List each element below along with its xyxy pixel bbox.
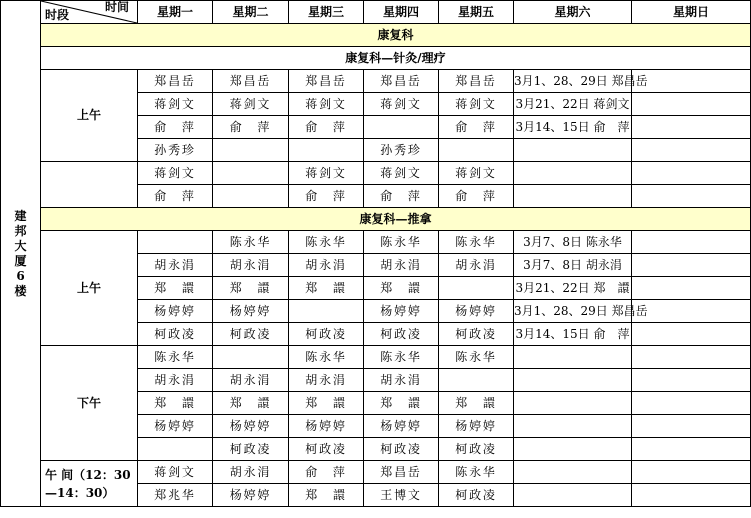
schedule-cell (439, 369, 514, 392)
schedule-cell: 胡永涓 (289, 369, 364, 392)
schedule-cell: 胡永涓 (213, 254, 289, 277)
schedule-cell (632, 392, 751, 415)
schedule-cell: 柯政凌 (364, 438, 439, 461)
schedule-cell: 郑昌岳 (289, 70, 364, 93)
schedule-row (1, 346, 751, 369)
department-title: 康复科 (41, 24, 751, 47)
schedule-cell (632, 185, 751, 208)
schedule-cell: 陈永华 (364, 346, 439, 369)
schedule-cell: 胡永涓 (138, 254, 213, 277)
schedule-cell (632, 484, 751, 507)
location-label: 建 邦 大 厦 6 楼 (14, 208, 27, 298)
schedule-cell: 柯政凌 (289, 438, 364, 461)
schedule-cell (632, 254, 751, 277)
schedule-cell: 俞 萍 (439, 185, 514, 208)
schedule-cell: 蒋剑文 (289, 162, 364, 185)
schedule-cell (632, 415, 751, 438)
period-noon-massage: 午 间（12：30—14：30） (41, 461, 138, 507)
day-header-wed: 星期三 (289, 1, 364, 24)
schedule-cell: 陈永华 (364, 231, 439, 254)
schedule-cell: 杨婷婷 (439, 415, 514, 438)
schedule-cell: 蒋剑文 (138, 461, 213, 484)
schedule-cell (364, 116, 439, 139)
schedule-cell (439, 277, 514, 300)
schedule-cell: 蒋剑文 (213, 93, 289, 116)
schedule-cell: 郑昌岳 (138, 70, 213, 93)
schedule-cell: 杨婷婷 (439, 300, 514, 323)
schedule-cell: 陈永华 (138, 346, 213, 369)
schedule-cell: 3月14、15日 俞 萍 (514, 116, 632, 139)
schedule-cell (632, 70, 751, 93)
schedule-cell: 郑 譞 (439, 392, 514, 415)
schedule-cell: 蒋剑文 (439, 93, 514, 116)
day-header-mon: 星期一 (138, 1, 213, 24)
schedule-cell: 陈永华 (213, 231, 289, 254)
schedule-cell: 3月21、22日 郑 譞 (514, 277, 632, 300)
schedule-cell: 蒋剑文 (364, 162, 439, 185)
schedule-cell: 柯政凌 (213, 438, 289, 461)
schedule-cell: 俞 萍 (138, 116, 213, 139)
schedule-cell: 郑 譞 (364, 392, 439, 415)
schedule-cell: 俞 萍 (289, 116, 364, 139)
schedule-cell: 胡永涓 (138, 369, 213, 392)
schedule-cell: 柯政凌 (138, 323, 213, 346)
schedule-cell: 郑昌岳 (439, 70, 514, 93)
schedule-row (1, 231, 751, 254)
schedule-cell (514, 185, 632, 208)
corner-header-cell (41, 1, 138, 24)
period-morning-acupuncture: 上午 (41, 70, 138, 162)
schedule-cell: 胡永涓 (213, 461, 289, 484)
schedule-cell (514, 484, 632, 507)
section-title-row (1, 47, 751, 70)
schedule-cell (632, 300, 751, 323)
department-row (1, 24, 751, 47)
schedule-cell: 郑 譞 (289, 277, 364, 300)
day-header-sun: 星期日 (632, 1, 751, 24)
schedule-cell: 郑 譞 (213, 392, 289, 415)
schedule-cell (632, 116, 751, 139)
schedule-cell: 3月1、28、29日 郑昌岳 (514, 300, 632, 323)
schedule-cell: 柯政凌 (289, 323, 364, 346)
schedule-cell: 柯政凌 (213, 323, 289, 346)
schedule-cell: 胡永涓 (364, 254, 439, 277)
schedule-cell (632, 231, 751, 254)
schedule-cell: 柯政凌 (439, 323, 514, 346)
period-header-label: 时段 (45, 8, 70, 22)
schedule-cell: 俞 萍 (364, 185, 439, 208)
schedule-cell (514, 346, 632, 369)
schedule-cell: 郑兆华 (138, 484, 213, 507)
schedule-cell: 胡永涓 (213, 369, 289, 392)
schedule-cell (514, 415, 632, 438)
schedule-cell (289, 300, 364, 323)
schedule-cell: 俞 萍 (138, 185, 213, 208)
section-title-acupuncture: 康复科—针灸/理疗 (41, 47, 751, 70)
schedule-cell (213, 185, 289, 208)
schedule-cell (632, 93, 751, 116)
schedule-cell (632, 277, 751, 300)
schedule-cell (213, 162, 289, 185)
schedule-cell: 杨婷婷 (289, 415, 364, 438)
schedule-cell (632, 323, 751, 346)
schedule-cell (632, 162, 751, 185)
schedule-cell: 胡永涓 (289, 254, 364, 277)
day-header-tue: 星期二 (213, 1, 289, 24)
schedule-cell: 俞 萍 (289, 461, 364, 484)
header-row (1, 1, 751, 24)
schedule-cell (514, 392, 632, 415)
schedule-cell: 杨婷婷 (213, 300, 289, 323)
schedule-cell: 蒋剑文 (138, 93, 213, 116)
schedule-cell (632, 346, 751, 369)
schedule-cell (289, 139, 364, 162)
schedule-cell: 俞 萍 (439, 116, 514, 139)
schedule-cell: 3月7、8日 陈永华 (514, 231, 632, 254)
schedule-cell: 王博文 (364, 484, 439, 507)
schedule-cell: 杨婷婷 (364, 300, 439, 323)
schedule-cell (632, 139, 751, 162)
period-afternoon-massage: 下午 (41, 346, 138, 461)
schedule-cell (514, 369, 632, 392)
section-title-row (1, 208, 751, 231)
schedule-cell: 陈永华 (439, 461, 514, 484)
schedule-cell (514, 461, 632, 484)
schedule-cell: 郑 譞 (289, 392, 364, 415)
schedule-cell (439, 139, 514, 162)
schedule-cell (138, 438, 213, 461)
schedule-cell: 陈永华 (439, 346, 514, 369)
schedule-cell: 蒋剑文 (138, 162, 213, 185)
time-header-label: 时间 (104, 0, 129, 14)
schedule-cell: 胡永涓 (364, 369, 439, 392)
schedule-cell (514, 438, 632, 461)
schedule-cell: 柯政凌 (364, 323, 439, 346)
schedule-cell (514, 162, 632, 185)
schedule-cell (213, 346, 289, 369)
schedule-cell (632, 438, 751, 461)
schedule-row (1, 461, 751, 484)
schedule-row (1, 162, 751, 185)
period-afternoon-acupuncture (41, 162, 138, 208)
schedule-cell: 陈永华 (439, 231, 514, 254)
location-cell (1, 1, 41, 507)
day-header-fri: 星期五 (439, 1, 514, 24)
schedule-cell: 郑 譞 (138, 392, 213, 415)
schedule-cell: 杨婷婷 (138, 415, 213, 438)
schedule-cell: 郑 譞 (289, 484, 364, 507)
section-title-massage: 康复科—推拿 (41, 208, 751, 231)
schedule-row (1, 70, 751, 93)
schedule-cell: 孙秀珍 (138, 139, 213, 162)
period-morning-massage: 上午 (41, 231, 138, 346)
schedule-cell: 杨婷婷 (364, 415, 439, 438)
schedule-cell: 郑 譞 (138, 277, 213, 300)
schedule-cell: 蒋剑文 (364, 93, 439, 116)
schedule-cell: 胡永涓 (439, 254, 514, 277)
schedule-cell: 郑昌岳 (364, 461, 439, 484)
schedule-cell (213, 139, 289, 162)
schedule-cell: 3月7、8日 胡永涓 (514, 254, 632, 277)
schedule-cell: 陈永华 (289, 346, 364, 369)
schedule-cell (632, 461, 751, 484)
schedule-cell (138, 231, 213, 254)
schedule-cell: 3月21、22日 蒋剑文 (514, 93, 632, 116)
schedule-cell: 郑昌岳 (364, 70, 439, 93)
schedule-cell: 3月14、15日 俞 萍 (514, 323, 632, 346)
schedule-cell: 杨婷婷 (213, 415, 289, 438)
schedule-cell: 蒋剑文 (439, 162, 514, 185)
schedule-cell (514, 139, 632, 162)
schedule-cell: 柯政凌 (439, 484, 514, 507)
schedule-cell (632, 369, 751, 392)
schedule-cell: 3月1、28、29日 郑昌岳 (514, 70, 632, 93)
schedule-cell: 郑 譞 (213, 277, 289, 300)
schedule-cell: 郑昌岳 (213, 70, 289, 93)
schedule-cell: 俞 萍 (289, 185, 364, 208)
schedule-cell: 俞 萍 (213, 116, 289, 139)
schedule-cell: 柯政凌 (439, 438, 514, 461)
schedule-cell: 陈永华 (289, 231, 364, 254)
schedule-cell: 郑 譞 (364, 277, 439, 300)
schedule-cell: 杨婷婷 (213, 484, 289, 507)
schedule-cell: 蒋剑文 (289, 93, 364, 116)
day-header-thu: 星期四 (364, 1, 439, 24)
day-header-sat: 星期六 (514, 1, 632, 24)
schedule-cell: 杨婷婷 (138, 300, 213, 323)
schedule-cell: 孙秀珍 (364, 139, 439, 162)
